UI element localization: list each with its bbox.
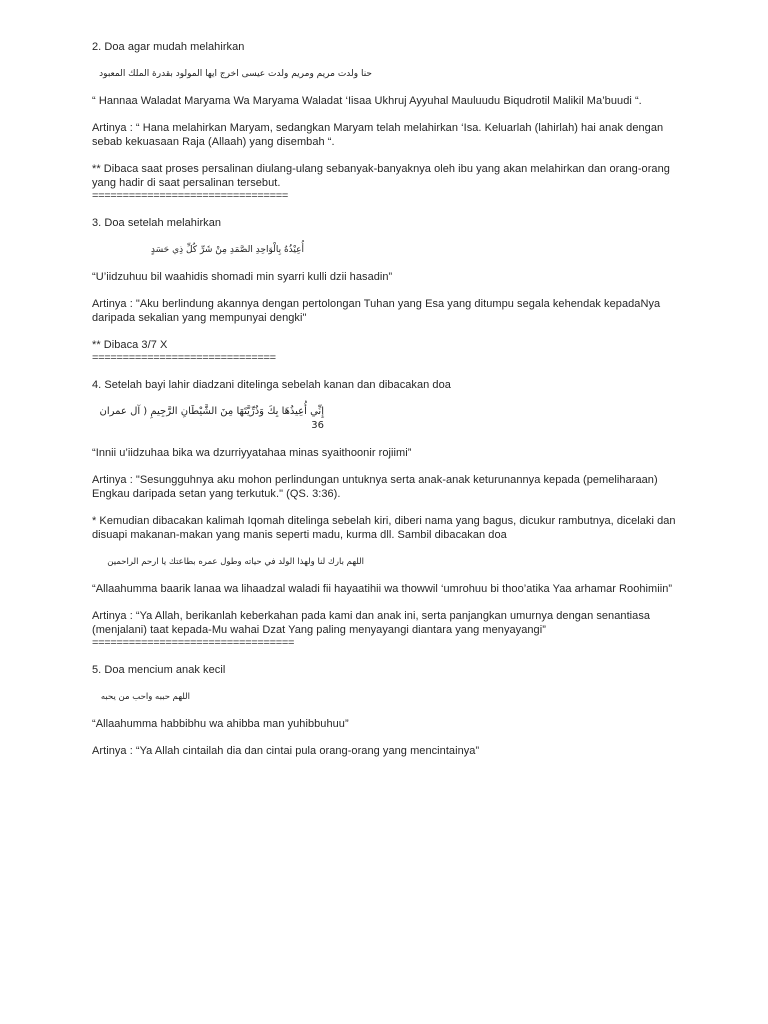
latin-transliteration: “Allaahumma habbibhu wa ahibba man yuhibbuhuu” [92,718,349,730]
translation-text: Artinya : “ Hana melahirkan Maryam, sedangkan Maryam telah melahirkan ‘Isa. Keluarlah (lahirlah) hai anak dengan sebab kekuasaan Raja (Allaah) yang disembah “. [92,122,664,148]
note-text: * Kemudian dibacakan kalimah Iqomah ditelinga sebelah kiri, diberi nama yang bagus, dicukur rambutnya, dicelaki dan disuapi makanan-makan yang manis seperti madu, kurma dll. Sambil dibacakan doa [92,515,676,541]
latin-transliteration: “Innii u’iidzuhaa bika wa dzurriyyatahaa minas syaithoonir rojiimi” [92,447,412,459]
arabic-prayer: أُعِيْذُهُ بِالْوَاحِدِ الصَّمَدِ مِنْ شَرِّ كُلِّ ذِي حَسَدٍ [150,245,304,255]
arabic-prayer: إِنِّي أُعِيذُهَا بِكَ وَذُرِّيَّتَهَا مِنَ الشَّيْطَانِ الرَّجِيمِ ( آل عمران 36 [99,406,324,431]
note-text: ** Dibaca saat proses persalinan diulang-ulang sebanyak-banyaknya oleh ibu yang akan melahirkan dan orang-orang yang hadir di saat persalinan tersebut. [92,163,670,189]
translation-text-2: Artinya : “Ya Allah, berikanlah keberkahan pada kami dan anak ini, serta panjangkan umurnya dengan senantiasa (menjalani) taat kepada-Mu wahai Dzat Yang paling menyayangi diantara yang menyayangi” [92,610,651,636]
latin-transliteration-2: “Allaahumma baarik lanaa wa lihaadzal waladi fii hayaatihii wa thowwil ‘umrohuu bi thoo’atika Yaa arhamar Roohimiin” [92,583,673,595]
section-doa-setelah-melahirkan [92,216,682,364]
section-doa-mencium-anak [92,663,682,758]
separator-line: ================================= [92,637,295,649]
document-page [92,40,682,758]
translation-text: Artinya : “Ya Allah cintailah dia dan cintai pula orang-orang yang mencintainya” [92,745,480,757]
section-heading: 5. Doa mencium anak kecil [92,664,226,676]
section-doa-mudah-melahirkan [92,40,682,202]
arabic-prayer: حنا ولدت مريم ومريم ولدت عيسى اخرج ايها المولود بقدرة الملك المعبود [99,69,372,79]
separator-line: ============================== [92,352,276,364]
section-heading: 4. Setelah bayi lahir diadzani ditelinga sebelah kanan dan dibacakan doa [92,379,451,391]
translation-text: Artinya : "Aku berlindung akannya dengan pertolongan Tuhan yang Esa yang ditumpu segala kehendak kepadaNya daripada sekalian yang mempunyai dengki" [92,298,661,324]
latin-transliteration: “ Hannaa Waladat Maryama Wa Maryama Waladat ‘Iisaa Ukhruj Ayyuhal Mauluudu Biqudrotil Malikil Ma’buudi “. [92,95,642,107]
section-heading: 3. Doa setelah melahirkan [92,217,222,229]
section-bayi-diadzani [92,378,682,649]
separator-line: ================================ [92,190,288,202]
note-text: ** Dibaca 3/7 X [92,339,168,351]
arabic-prayer: اللهم حببه واحب من يحبه [100,692,190,702]
arabic-prayer-2: اللهم بارك لنا ولهذا الولد في حياته وطول عمره بطاعتك يا ارحم الراحمين [107,557,364,567]
section-heading: 2. Doa agar mudah melahirkan [92,41,245,53]
latin-transliteration: “U’iidzuhuu bil waahidis shomadi min syarri kulli dzii hasadin” [92,271,393,283]
translation-text: Artinya : "Sesungguhnya aku mohon perlindungan untuknya serta anak-anak keturunannya kepada (pemeliharaan) Engkau daripada setan yang terkutuk." (QS. 3:36). [92,474,658,500]
